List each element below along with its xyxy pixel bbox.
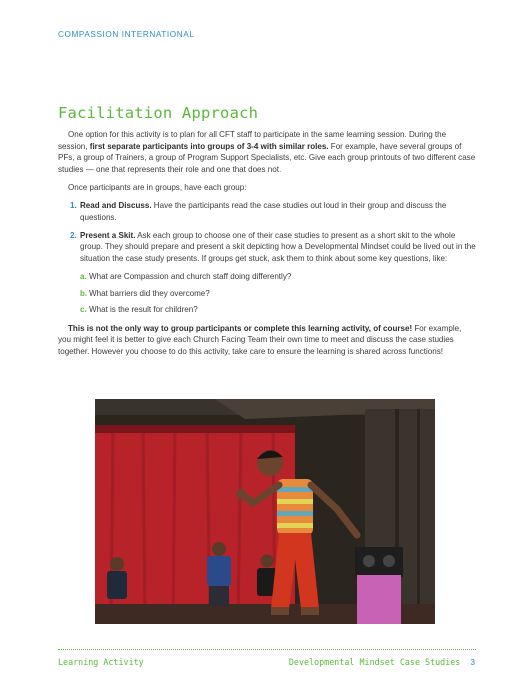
body-text: [58, 129, 476, 364]
question-letter: a.: [80, 271, 87, 281]
page-number: 3: [470, 657, 475, 667]
header-org: COMPASSION INTERNATIONAL: [58, 30, 195, 39]
question-text: What barriers did they overcome?: [89, 288, 210, 298]
question-text: What are Compassion and church staff doing differently?: [89, 271, 292, 281]
question-item: [80, 304, 476, 316]
question-letter: c.: [80, 305, 87, 315]
step-number: 1.: [70, 200, 77, 210]
intro-text-a: One option for this activity is to plan for all CFT staff to participate in the same learning session. During the session,: [58, 130, 447, 151]
question-item: [80, 288, 476, 300]
step-text: Ask each group to choose one of their case studies to present as a short skit to the whole group. They should prepare and present a skit depicting how a Developmental Mindset could be lived out in the situation the case study presents. If groups get stuck, ask them to think about some key questions, like:: [80, 230, 476, 263]
question-text: What is the result for children?: [89, 305, 198, 315]
closing-paragraph: [58, 323, 476, 358]
intro-paragraph: [58, 129, 476, 175]
step-bold: Present a Skit.: [80, 230, 136, 240]
closing-bold: This is not the only way to group participants or complete this learning activity, of course!: [68, 323, 413, 333]
step-item: [70, 230, 476, 265]
question-item: [80, 271, 476, 283]
activity-photo: [95, 399, 435, 624]
step-text: Have the participants read the case studies out loud in their group and discuss the questions.: [80, 200, 447, 222]
section-title: Facilitation Approach: [58, 104, 259, 122]
groups-lead: Once participants are in groups, have each group:: [68, 182, 247, 192]
step-bold: Read and Discuss.: [80, 200, 152, 210]
step-number: 2.: [70, 230, 77, 240]
step-item: [70, 200, 476, 223]
intro-bold: first separate participants into groups of 3-4 with similar roles.: [89, 141, 329, 151]
closing-text: For example, you might feel it is better to give each Church Facing Team their own time to meet and discuss the case studies together. However you choose to do this activity, take care to ensure the learning is shared across functions!: [58, 323, 462, 356]
footer-right: [289, 657, 475, 667]
footer-doc-title: Developmental Mindset Case Studies: [288, 657, 461, 667]
intro-text-b: For example, have several groups of PFs, a group of Trainers, a group of Program Support Specialists, etc. Give each group printouts of two different case studies — one that represents their role and one that does not.: [58, 141, 476, 174]
photo-illustration: [95, 399, 435, 624]
footer-left: Learning Activity: [58, 657, 144, 667]
question-letter: b.: [80, 288, 88, 298]
footer-divider: [58, 649, 476, 650]
